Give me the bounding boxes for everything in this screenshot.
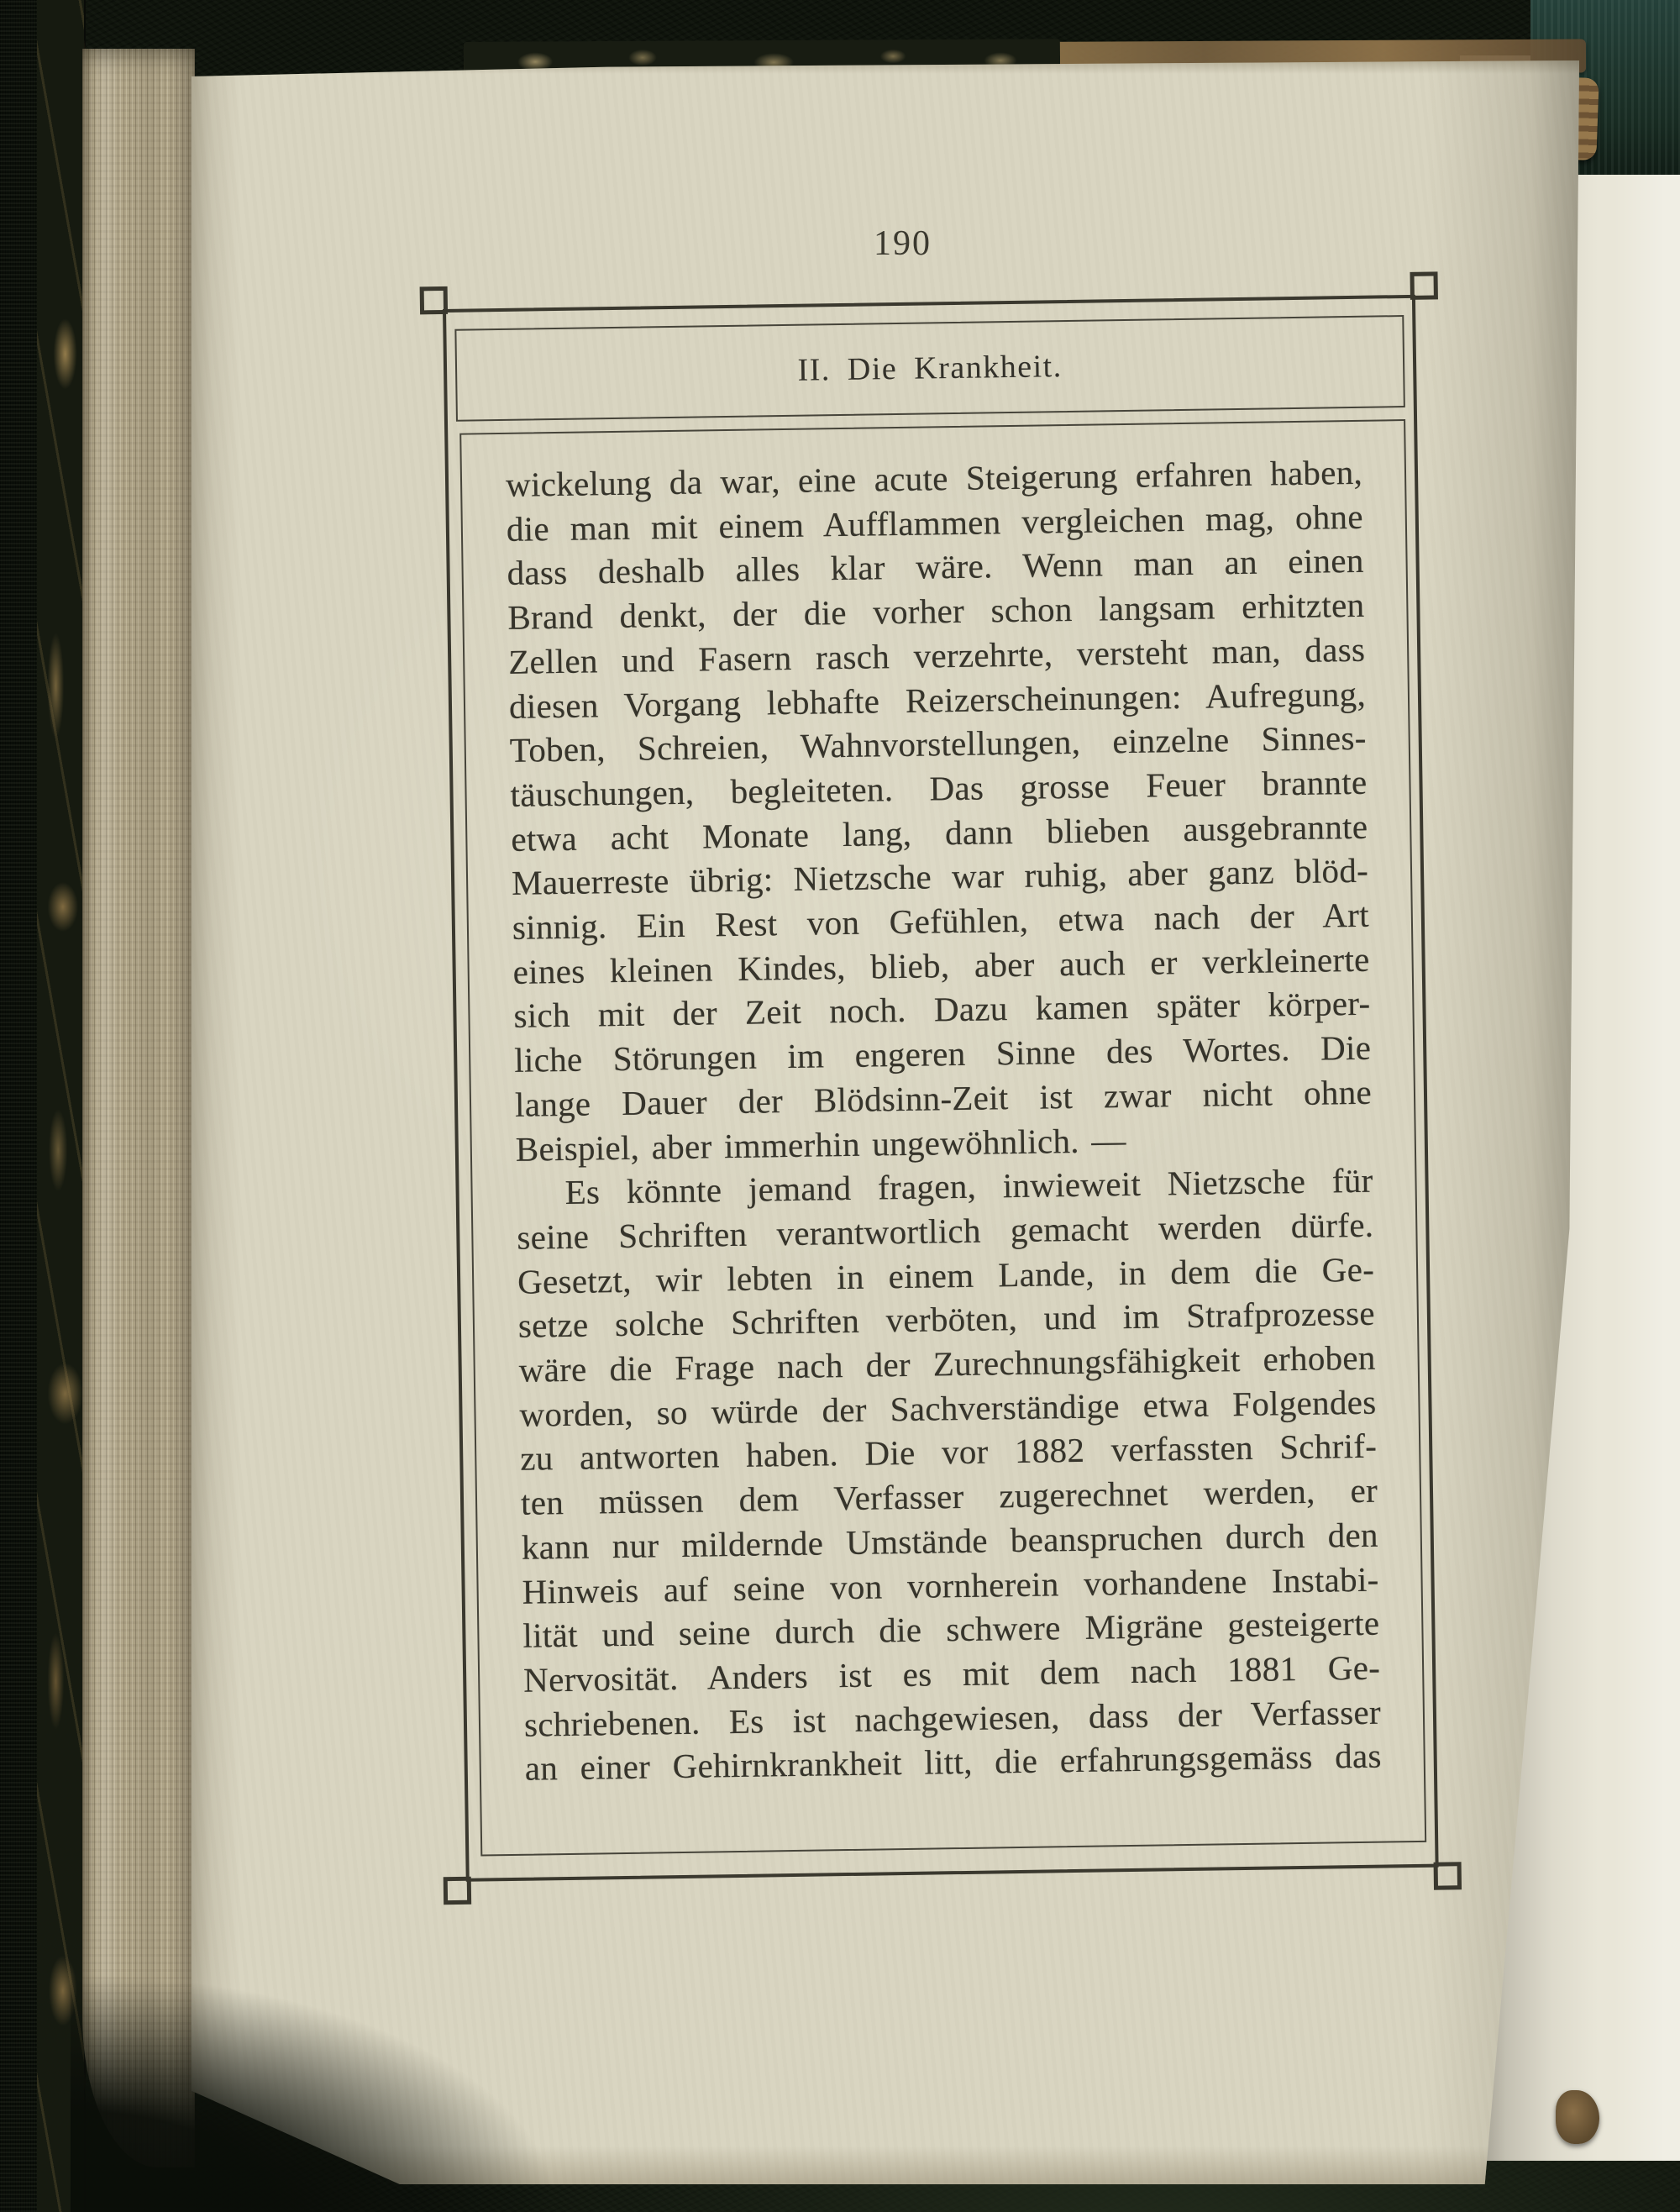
corner-square-top-right	[1410, 271, 1437, 299]
body-line: worden, so würde der Sachverständige etwa Folgendes	[519, 1382, 1377, 1434]
body-line: Hinweis auf seine von vornherein vorhandene Instabi-	[522, 1559, 1379, 1611]
body-line: dass deshalb alles klar wäre. Wenn man an einen	[507, 541, 1364, 593]
body-line: Gesetzt, wir lebten in einem Lande, in dem die Ge-	[517, 1249, 1375, 1301]
body-line: diesen Vorgang lebhafte Reizerscheinungen: Aufregung,	[508, 674, 1367, 726]
corner-square-bottom-right	[1434, 1862, 1462, 1889]
body-line: zu antworten haben. Die vor 1882 verfassten Schrif-	[519, 1427, 1378, 1479]
printed-frame	[443, 295, 1439, 1882]
body-line: setze solche Schriften verböten, und im Strafprozesse	[517, 1294, 1376, 1346]
body-line: seine Schriften verantwortlich gemacht werden dürfe.	[517, 1205, 1374, 1257]
body-line: Mauerreste übrig: Nietzsche war ruhig, aber ganz blöd-	[511, 851, 1369, 903]
body-line-paragraph-start: Es könnte jemand fragen, inwieweit Nietzsche für	[564, 1160, 1373, 1212]
body-line: sich mit der Zeit noch. Dazu kamen später körper-	[513, 984, 1371, 1036]
body-line: täuschungen, begleiteten. Das grosse Feuer brannte	[510, 762, 1368, 814]
body-line: wickelung da war, eine acute Steigerung erfahren haben,	[505, 452, 1363, 504]
page-number: 190	[874, 224, 932, 263]
chapter-header-box	[454, 315, 1405, 422]
text-frame-box	[459, 419, 1426, 1857]
corner-square-top-left	[420, 286, 448, 314]
body-text	[506, 450, 1382, 1791]
body-line-paragraph-end: Beispiel, aber immerhin ungewöhnlich. —	[515, 1120, 1126, 1169]
body-line: schriebenen. Es ist nachgewiesen, dass der Verfasser	[523, 1692, 1382, 1744]
body-line: wäre die Frage nach der Zurechnungsfähigkeit erhoben	[518, 1337, 1376, 1390]
body-line: kann nur mildernde Umstände beanspruchen durch den	[521, 1515, 1379, 1567]
body-line: an einer Gehirnkrankheit litt, die erfahrungsgemäss das	[524, 1736, 1383, 1789]
body-line: etwa acht Monate lang, dann blieben ausgebrannte	[511, 807, 1368, 859]
corner-square-bottom-left	[444, 1877, 471, 1905]
body-line: eines kleinen Kindes, blieb, aber auch er verkleinerte	[512, 939, 1370, 991]
body-line: Nervosität. Anders ist es mit dem nach 1881 Ge-	[522, 1647, 1381, 1700]
body-line: sinnig. Ein Rest von Gefühlen, etwa nach der Art	[512, 895, 1370, 947]
body-line: ten müssen dem Verfasser zugerechnet werden, er	[520, 1470, 1378, 1522]
body-line: liche Störungen im engeren Sinne des Wortes. Die	[513, 1027, 1372, 1080]
book-cover-edge	[0, 0, 40, 2212]
page-stack-fore-edge	[82, 49, 195, 2167]
body-line: lität und seine durch die schwere Migräne gesteigerte	[522, 1603, 1380, 1656]
body-line: Zellen und Fasern rasch verzehrte, versteht man, dass	[507, 629, 1366, 681]
body-line: die man mit einem Aufflammen vergleichen mag, ohne	[506, 497, 1364, 549]
chapter-header: II. Die Krankheit.	[797, 349, 1063, 388]
body-line: lange Dauer der Blödsinn-Zeit ist zwar nicht ohne	[514, 1072, 1373, 1124]
gutter-wear-spot	[1556, 2090, 1599, 2144]
body-line: Toben, Schreien, Wahnvorstellungen, einzelne Sinnes-	[509, 717, 1368, 770]
body-line: Brand denkt, der die vorher schon langsam erhitzten	[507, 585, 1365, 637]
marbled-board-edge	[37, 0, 86, 2212]
